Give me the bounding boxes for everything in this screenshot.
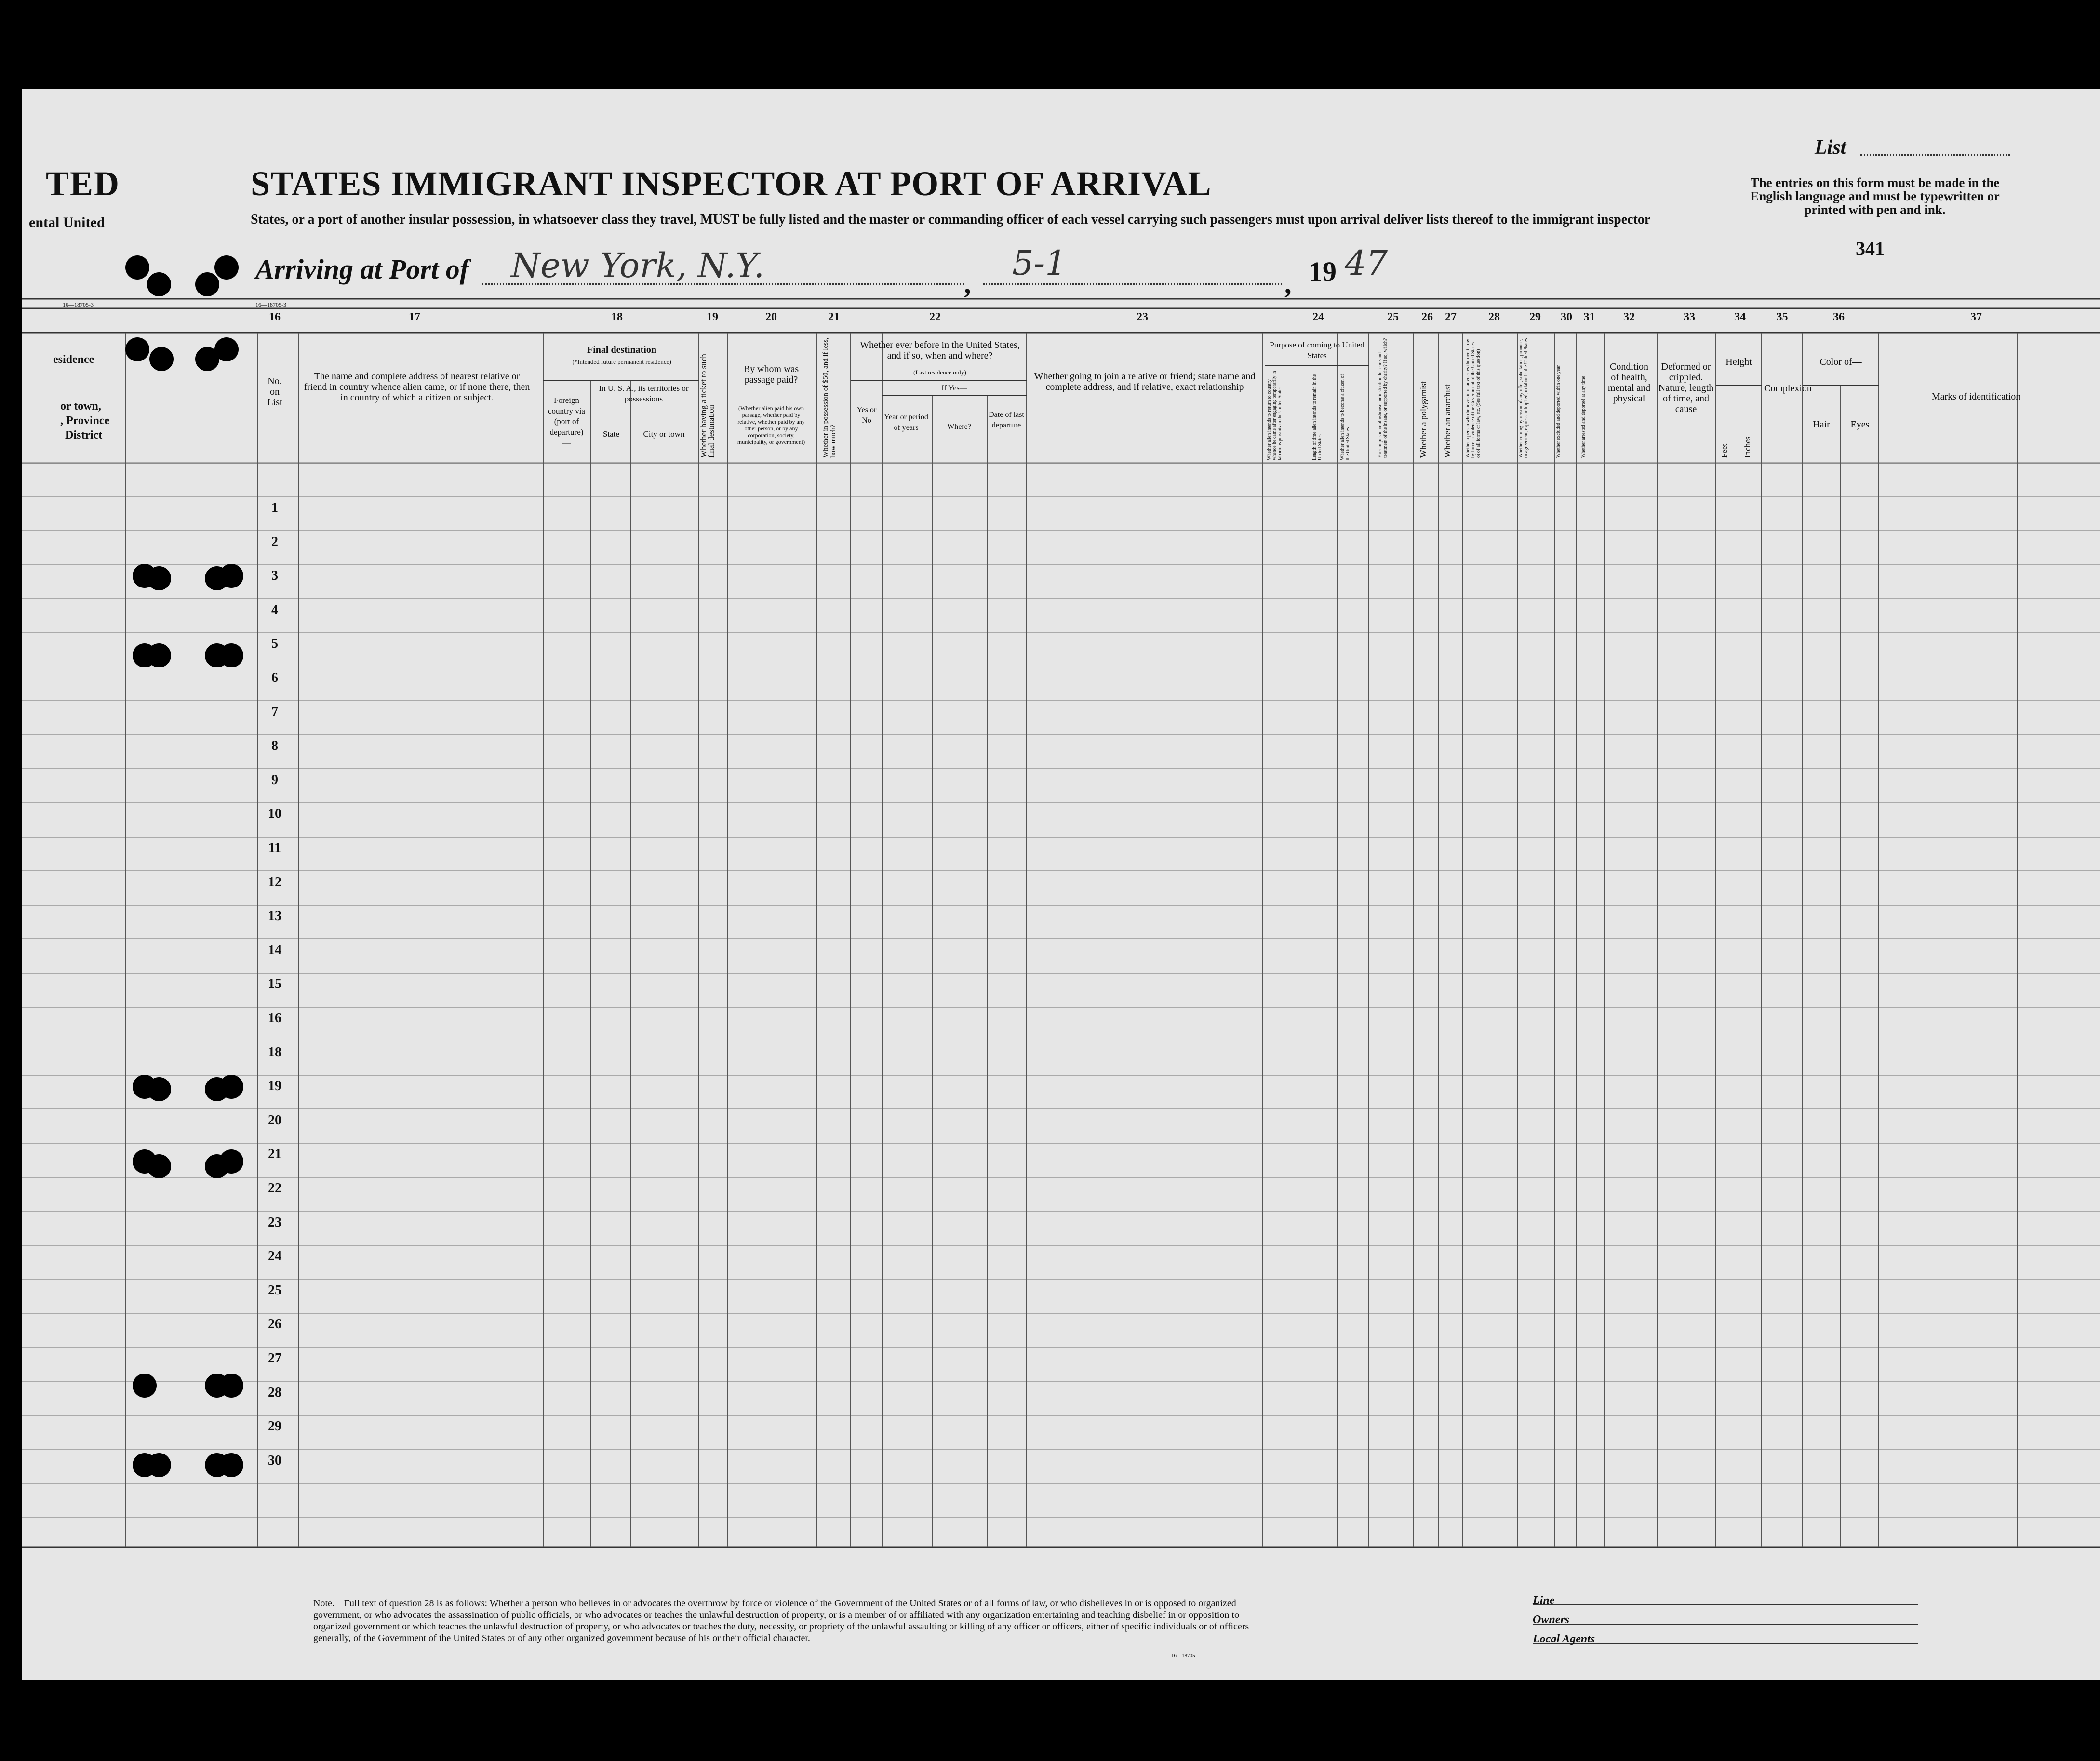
punch-hole: [214, 255, 239, 280]
col-27-num: 27: [1445, 311, 1457, 323]
punch-hole: [147, 1154, 171, 1178]
punch-hole: [219, 1453, 243, 1477]
row-number: 24: [268, 1249, 281, 1264]
col-24-label: Purpose of coming to United States: [1270, 340, 1364, 360]
row-number: 16: [268, 1011, 281, 1026]
col-22-date: Date of last departure: [989, 411, 1024, 429]
row-number: 2: [271, 534, 278, 549]
row-number: 8: [271, 738, 278, 753]
list-number: 341: [1856, 238, 1885, 259]
col-18-usa: In U. S. A., its territories or possessions: [599, 384, 689, 403]
year-printed: 19: [1309, 256, 1337, 287]
col-24-c: Whether alien intends to become a citizen of the United States: [1340, 374, 1351, 460]
col-20-label: By whom was passage paid?: [743, 364, 799, 385]
col-18-city: City or town: [643, 429, 685, 439]
punch-hole: [133, 1374, 157, 1398]
left-district: District: [65, 429, 103, 441]
row-number: 1: [271, 500, 278, 515]
col-36-label: Color of—: [1819, 357, 1862, 367]
col-28-num: 28: [1488, 311, 1500, 323]
col-26-label: Whether a polygamist: [1418, 381, 1428, 458]
col-34-num: 34: [1734, 311, 1746, 323]
punch-hole: [147, 272, 171, 296]
col-22-yesno: Yes or No: [856, 406, 877, 425]
col-20-num: 20: [765, 311, 777, 323]
col-17-num: 17: [409, 311, 420, 323]
row-number: 22: [268, 1181, 281, 1196]
row-number: 28: [268, 1385, 281, 1400]
col-18-label: Final destination: [587, 345, 656, 355]
col-19-num: 19: [707, 311, 718, 323]
punch-hole: [214, 337, 239, 361]
col-37-label: Marks of identification: [1931, 391, 2021, 402]
col-18-state: State: [603, 429, 619, 439]
col-31-label: Whether arrested and deported at any time: [1581, 376, 1586, 458]
form-code-mid: 16—18705-3: [255, 301, 286, 308]
left-residence: esidence: [53, 353, 94, 366]
col-23-num: 23: [1137, 311, 1148, 323]
row-number: 29: [268, 1419, 281, 1434]
col-18-note: (*Intended future permanent residence): [572, 358, 671, 365]
form-code-left: 16—18705-3: [63, 301, 94, 308]
col-16-num: 16: [269, 311, 281, 323]
col-16-label: No. on List: [267, 376, 282, 408]
punch-hole: [147, 566, 171, 590]
row-number: 13: [268, 908, 281, 923]
col-35-label: Complexion: [1764, 383, 1812, 394]
col-21-num: 21: [828, 311, 840, 323]
comma-sep-2: ,: [1284, 268, 1292, 299]
col-21-label: Whether in possession of $50, and if less, how much?: [822, 337, 837, 458]
row-number: 25: [268, 1283, 281, 1298]
row-number: 27: [268, 1351, 281, 1366]
subtitle-left-fragment: ental United: [29, 214, 105, 230]
col-24-b: Length of time alien intends to remain in the United States: [1312, 374, 1323, 460]
col-22-year: Year or period of years: [884, 413, 928, 432]
punch-hole: [147, 1077, 171, 1101]
col-22-where: Where?: [947, 423, 971, 431]
row-number: 18: [268, 1045, 281, 1060]
row-number: 21: [268, 1147, 281, 1161]
row-number: 4: [271, 602, 278, 617]
col-36-eyes: Eyes: [1850, 419, 1870, 430]
col-34-feet: Feet: [1720, 443, 1729, 458]
year-handwritten: 47: [1345, 243, 1388, 283]
col-34-label: Height: [1725, 357, 1752, 367]
col-24-num: 24: [1312, 311, 1324, 323]
col-35-num: 35: [1776, 311, 1788, 323]
col-29-num: 29: [1529, 311, 1541, 323]
col-30-num: 30: [1561, 311, 1572, 323]
row-number: 5: [271, 636, 278, 651]
row-number: 30: [268, 1453, 281, 1468]
col-32-num: 32: [1623, 311, 1635, 323]
punch-hole: [219, 564, 243, 588]
punch-hole: [147, 643, 171, 667]
col-26-num: 26: [1421, 311, 1433, 323]
punch-hole: [195, 272, 219, 296]
comma-sep: ,: [964, 268, 971, 299]
row-number: 14: [268, 943, 281, 958]
punch-hole: [125, 255, 149, 280]
col-23-label: Whether going to join a relative or friend; state name and complete address, and if relative, exact relationship: [1034, 371, 1256, 392]
row-number: 10: [268, 806, 281, 821]
punch-hole: [219, 1075, 243, 1099]
row-number: 19: [268, 1079, 281, 1094]
col-31-num: 31: [1583, 311, 1595, 323]
col-30-label: Whether excluded and deported within one year: [1556, 365, 1561, 458]
port-handwritten: New York, N.Y.: [511, 246, 764, 285]
col-25-num: 25: [1387, 311, 1399, 323]
col-37-num: 37: [1970, 311, 1982, 323]
left-town: or town,: [60, 400, 101, 413]
punch-hole: [219, 643, 243, 667]
col-33-label: Deformed or crippled. Nature, length of time, and cause: [1658, 361, 1714, 414]
row-number: 11: [268, 840, 281, 855]
col-34-inches: Inches: [1743, 436, 1752, 458]
row-number: 6: [271, 670, 278, 685]
col-33-num: 33: [1684, 311, 1695, 323]
page-subtitle: States, or a port of another insular possession, in whatsoever class they travel, MUST be fully listed and the master or commanding officer of each vessel carrying such passengers must upon arrival deliver lists thereof to the immigrant inspector: [251, 212, 1651, 227]
row-number: 3: [271, 568, 278, 583]
line-label: Line: [1533, 1594, 1555, 1607]
instructions-note: The entries on this form must be made in the English language and must be typewritten or printed with pen and ink.: [1750, 175, 2000, 217]
col-27-label: Whether an anarchist: [1443, 384, 1452, 458]
row-number: 23: [268, 1215, 281, 1230]
row-number: 7: [271, 705, 278, 720]
list-label: List: [1815, 136, 1846, 159]
owners-label: Owners: [1533, 1614, 1570, 1626]
punch-hole: [147, 1453, 171, 1477]
col-32-label: Condition of health, mental and physical: [1607, 361, 1651, 404]
col-17-label: The name and complete address of nearest relative or friend in country whence alien came, or if none there, then in country of which a citizen or subject.: [304, 371, 530, 403]
date-handwritten: 5-1: [1012, 243, 1067, 283]
row-number: 26: [268, 1317, 281, 1332]
row-number: 9: [271, 773, 278, 787]
col-36-num: 36: [1833, 311, 1845, 323]
col-29-label: Whether coming by reason of any offer, solicitation, promise, or agreement, express or implied, to labor in the United States: [1518, 338, 1529, 458]
footnote-question-28: Note.—Full text of question 28 is as follows: Whether a person who believes in or advocates the overthrow by force or violence of the Government of the United States or of all forms of law, or who disbelieves in or is opposed to organized government, or who advocates the assassination of public officials, or who advocates or teaches the unlawful destruction of property, or is a member of or affiliated with any organization entertaining and teaching disbelief in or opposition to organized government or which teaches the unlawful destruction of property, or who advocates or teaches the duty, necessity, or propriety of the unlawful assaulting or killing of any officer or officers, either of specific individuals or of officers generally, of the Government of the United States or of any other organized government because of his or their official character.: [313, 1598, 1249, 1643]
col-22-num: 22: [929, 311, 941, 323]
page-title: STATES IMMIGRANT INSPECTOR AT PORT OF ARRIVAL: [251, 164, 1212, 203]
row-number: 12: [268, 875, 281, 890]
col-18-num: 18: [611, 311, 623, 323]
punch-hole: [125, 337, 149, 361]
footer-form-code: 16—18705: [1171, 1653, 1195, 1659]
row-number: 15: [268, 976, 281, 991]
punch-hole: [149, 347, 174, 371]
col-36-hair: Hair: [1813, 419, 1830, 430]
col-20-note: (Whether alien paid his own passage, whether paid by relative, whether paid by any other person, or by any corporation, society, municipality, or government): [737, 405, 805, 445]
local-agents-label: Local Agents: [1533, 1633, 1595, 1645]
col-18-foreign: Foreign country via (port of departure)—: [548, 396, 585, 447]
left-province: , Province: [60, 414, 110, 427]
col-22-note: (Last residence only): [913, 369, 966, 376]
row-number: 20: [268, 1113, 281, 1128]
col-24-a: Whether alien intends to return to country whence he came after engaging temporarily in laborious pursuits in the United States: [1267, 371, 1283, 460]
col-25-label: Ever in prison or almshouse, or institution for care and treatment of the insane, or supported by charity? If so, which?: [1378, 338, 1388, 458]
col-22-ifyes: If Yes—: [941, 384, 967, 392]
col-28-label: Whether a person who believes in or advocates the overthrow by force or violence of the Government of the United States or of all forms of law, etc. (See full text of this question): [1465, 339, 1481, 458]
col-22-label: Whether ever before in the United States, and if so, when and where?: [860, 340, 1020, 361]
arriving-label: Arriving at Port of: [255, 253, 469, 285]
title-left-fragment: TED: [46, 164, 120, 203]
punch-hole: [219, 1149, 243, 1174]
punch-hole: [219, 1374, 243, 1398]
col-19-label: Whether having a ticket to such final destination: [699, 354, 716, 458]
